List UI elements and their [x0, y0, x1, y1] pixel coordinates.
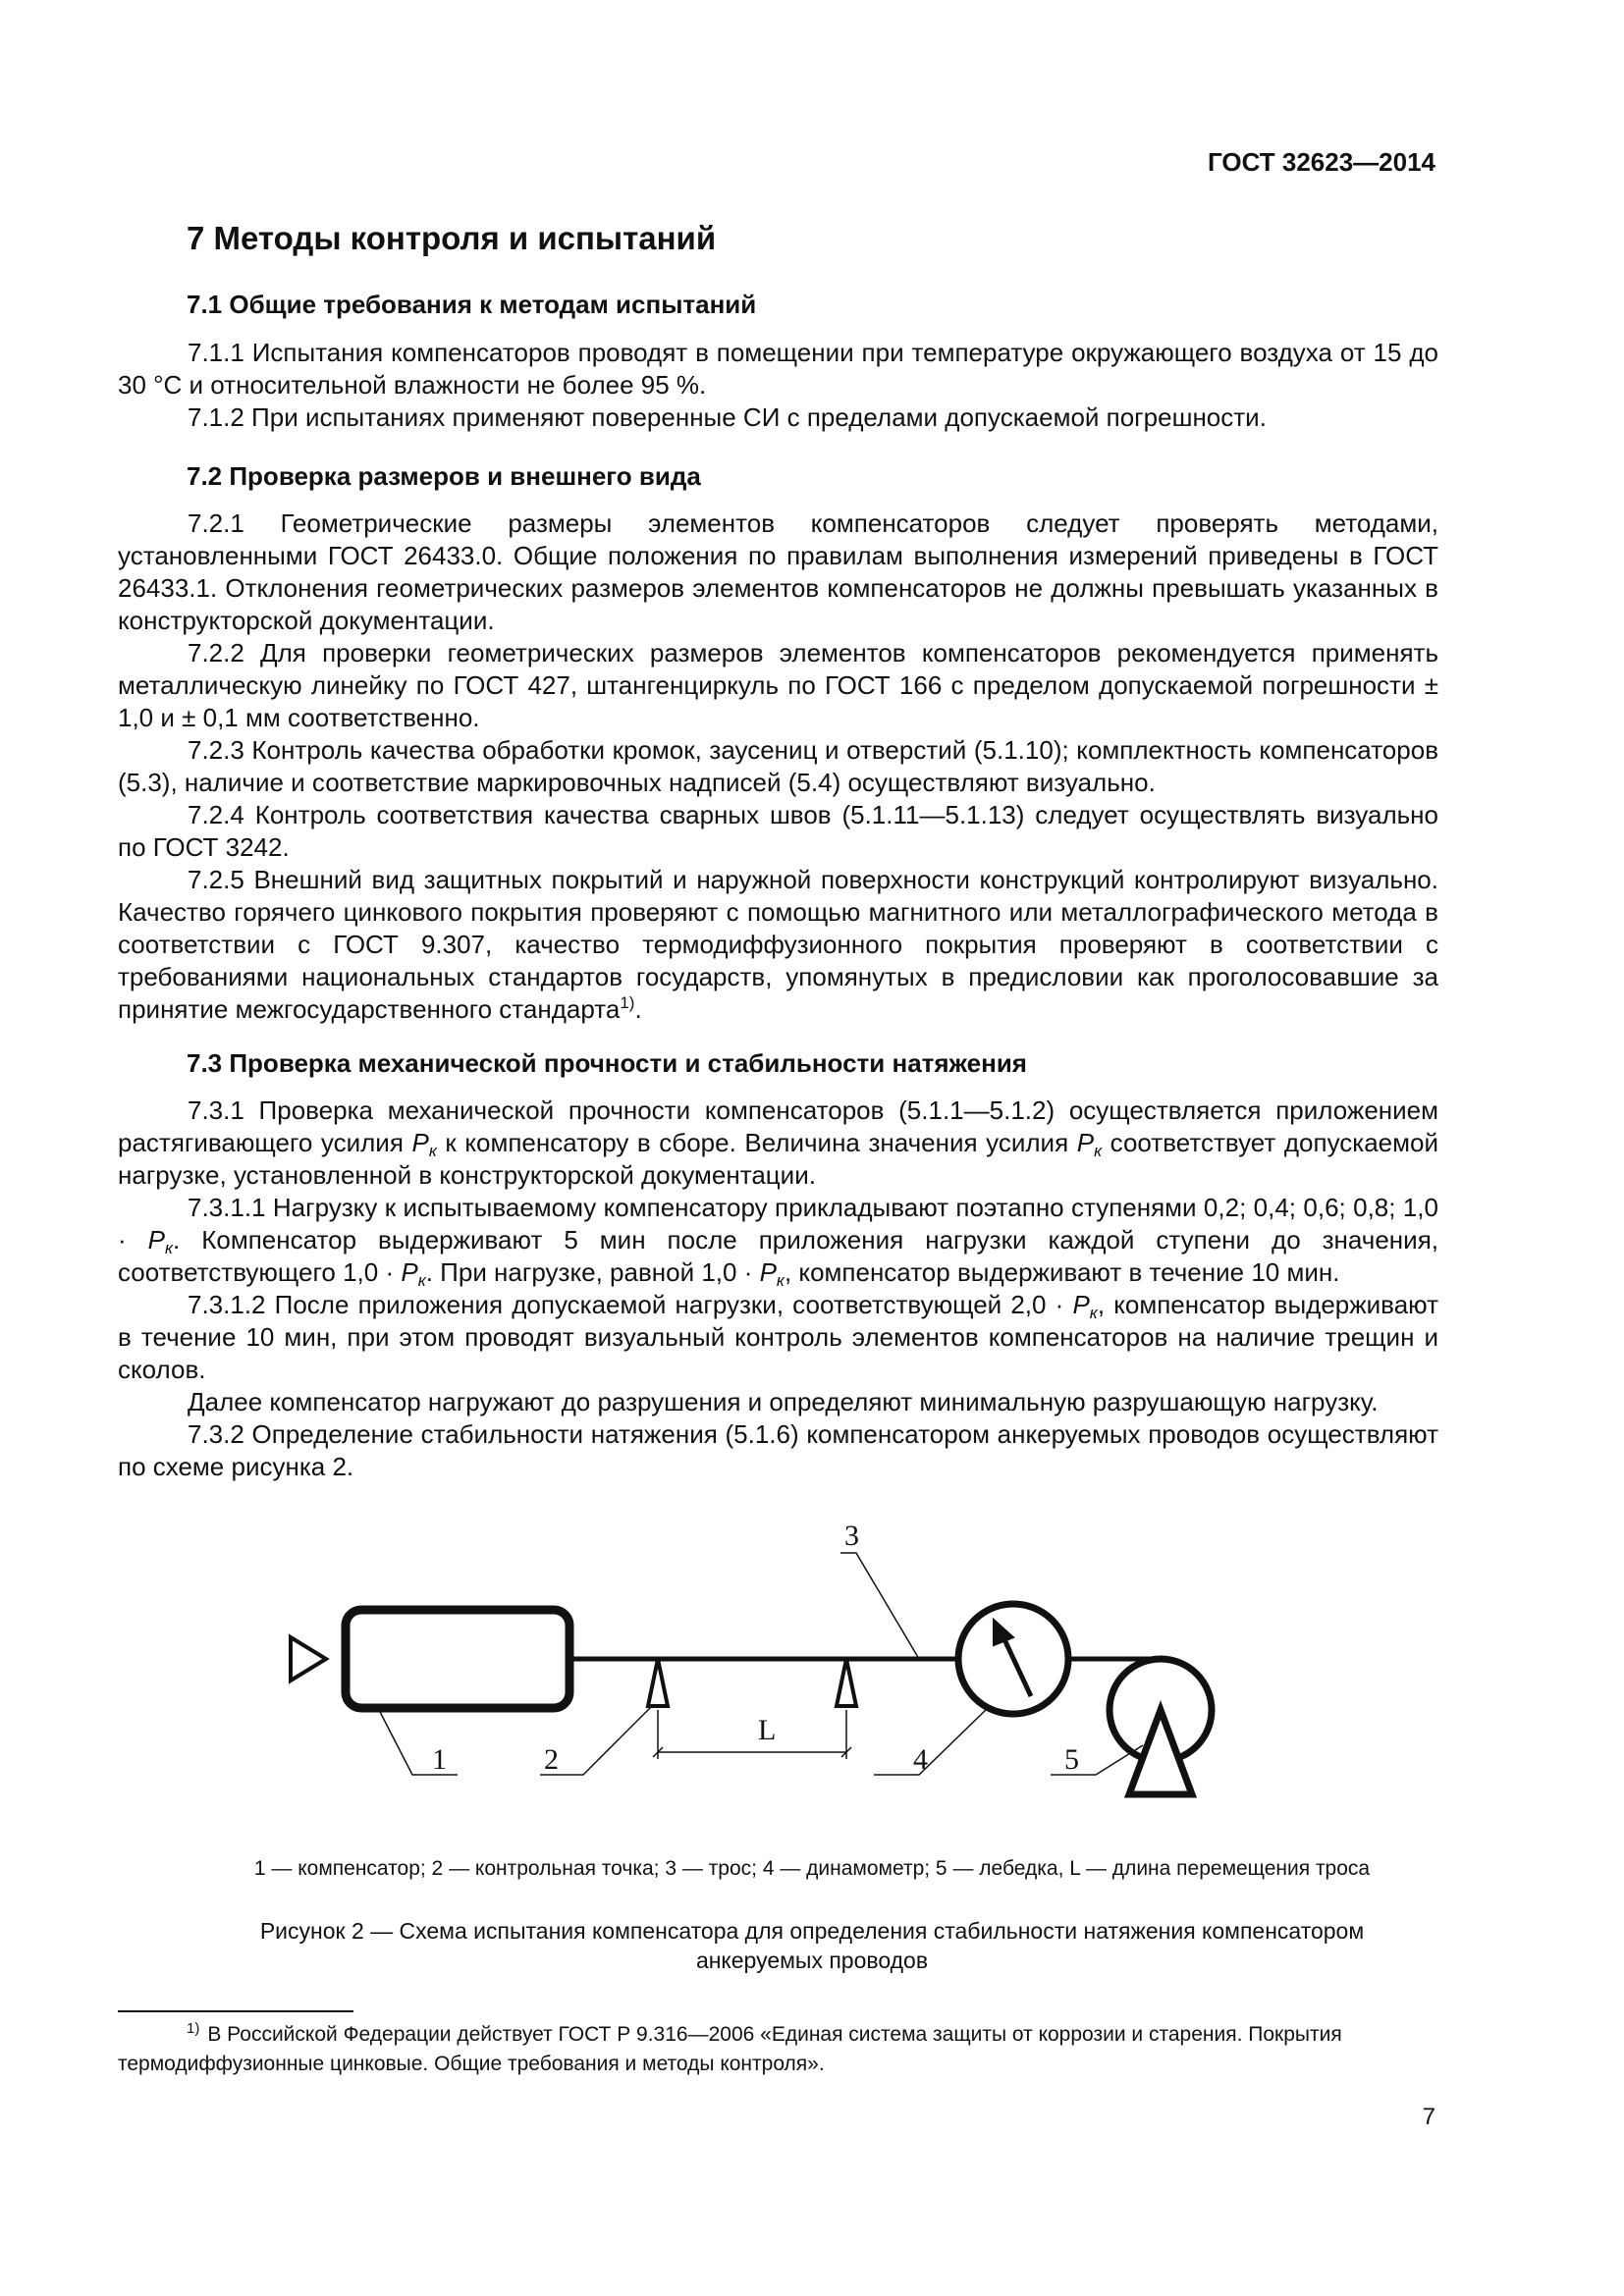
subsection-7-2-body — [118, 507, 1438, 1026]
control-point-marker — [837, 1659, 856, 1706]
figure-caption — [147, 1916, 1477, 1975]
compensator-shape — [346, 1610, 569, 1708]
figure-legend: 1 — компенсатор; 2 — контрольная точка; 3 — трос; 4 — динамометр; 5 — лебедка, L — длина перемещения троса — [253, 1857, 1371, 1880]
figure-label-4: 4 — [913, 1743, 928, 1776]
force-symbol — [1076, 1128, 1103, 1160]
footnote-paragraph — [118, 2020, 1443, 2079]
subsection-7-2-title: 7.2 Проверка размеров и внешнего вида — [187, 461, 701, 491]
control-point-marker — [648, 1659, 668, 1706]
anchor-triangle — [291, 1637, 326, 1681]
text-run: 7.3.1.2 После приложения допускаемой нагрузки, соответствующей 2,0 · — [188, 1290, 1073, 1319]
symbol-letter: P — [1076, 1128, 1095, 1157]
dynamometer-needle — [1003, 1637, 1031, 1696]
symbol-letter: P — [401, 1257, 418, 1287]
text-run: . При нагрузке, равной 1,0 · — [425, 1257, 760, 1287]
footnote — [118, 2020, 1443, 2079]
text-run: , компенсатор выдерживают в течение 10 мин. — [784, 1257, 1340, 1287]
paragraph-7-3-1 — [118, 1095, 1438, 1192]
footnote-reference: 1) — [620, 993, 635, 1012]
symbol-subscript: к — [428, 1142, 437, 1160]
leader-line-3 — [840, 1553, 919, 1659]
figure-label-1: 1 — [432, 1743, 447, 1776]
figure-label-3: 3 — [844, 1520, 859, 1552]
subsection-7-3-title: 7.3 Проверка механической прочности и стабильности натяжения — [187, 1048, 1027, 1078]
figure-caption-line-2: анкеруемых проводов — [695, 1948, 929, 1973]
symbol-letter: P — [1072, 1290, 1090, 1319]
force-symbol — [148, 1225, 173, 1255]
figure-label-5: 5 — [1064, 1743, 1079, 1776]
dynamometer-needle-tip — [994, 1620, 1013, 1645]
symbol-letter: P — [759, 1257, 777, 1287]
paragraph-7-2-3: 7.2.3 Контроль качества обработки кромок, заусениц и отверстий (5.1.10); комплектность компенсаторов (5.3), наличие и соответствие маркировочных надписей (5.4) осуществляют визуально. — [118, 735, 1438, 797]
footnote-marker: 1) — [187, 2020, 200, 2037]
paragraph-7-1-2: 7.1.2 При испытаниях применяют поверенные СИ с пределами допускаемой погрешности. — [188, 402, 1267, 432]
paragraph-7-2-5 — [118, 864, 1438, 1026]
leader-line-4 — [874, 1708, 988, 1775]
force-symbol — [411, 1128, 437, 1160]
force-symbol — [1072, 1290, 1098, 1322]
figure-label-2: 2 — [544, 1743, 559, 1776]
paragraph-7-2-4: 7.2.4 Контроль соответствия качества сварных швов (5.1.11—5.1.13) следует осуществлять визуально по ГОСТ 3242. — [118, 800, 1438, 862]
paragraph-7-3-1-2 — [118, 1289, 1438, 1386]
paragraph-7-3-1-1 — [118, 1192, 1438, 1289]
symbol-subscript: к — [776, 1271, 785, 1290]
symbol-subscript: к — [165, 1239, 174, 1257]
paragraph-7-2-5-end: . — [634, 994, 642, 1024]
paragraph-7-3-2: 7.3.2 Определение стабильности натяжения (5.1.6) компенсатором анкеруемых проводов осуществляют по схеме рисунка 2. — [118, 1419, 1438, 1481]
symbol-subscript: к — [417, 1271, 426, 1290]
text-run: соответствует допускаемой нагрузке, установленной в конструкторской документации. — [118, 1128, 1439, 1190]
footnote-text: В Российской Федерации действует ГОСТ Р 9.316—2006 «Единая система защиты от коррозии и старения. Покрытия термодиффузионные цинковые. Общие требования и методы контроля». — [118, 2023, 1342, 2075]
text-run: 7.3.1.1 Нагрузку к испытываемому компенсатору прикладывают поэтапно ступенями 0,2; 0,4; 0,6; 0,8; 1,0 · — [118, 1193, 1438, 1255]
section-title: 7 Методы контроля и испытаний — [187, 220, 717, 256]
force-symbol — [759, 1257, 785, 1290]
page-number: 7 — [1422, 2104, 1435, 2130]
footnote-separator — [118, 2010, 353, 2012]
force-symbol — [401, 1257, 426, 1290]
figure-length-label: L — [758, 1714, 777, 1746]
figure-2-diagram — [265, 1502, 1375, 1836]
subsection-7-1-body — [118, 337, 1438, 434]
symbol-letter: P — [147, 1225, 165, 1255]
text-run: к компенсатору в сборе. Величина значения усилия — [436, 1128, 1077, 1157]
symbol-subscript: к — [1094, 1142, 1103, 1160]
subsection-7-1-title: 7.1 Общие требования к методам испытаний — [187, 290, 757, 319]
text-run: , компенсатор выдерживают в течение 10 мин, при этом проводят визуальный контроль элементов компенсаторов на наличие трещин и сколов. — [118, 1290, 1438, 1384]
subsection-7-3-body — [118, 1095, 1438, 1483]
paragraph-further-loading: Далее компенсатор нагружают до разрушения и определяют минимальную разрушающую нагрузку. — [188, 1387, 1379, 1416]
paragraph-7-2-1: 7.2.1 Геометрические размеры элементов компенсаторов следует проверять методами, установленными ГОСТ 26433.0. Общие положения по правилам выполнения измерений приведены в ГОСТ 26433.1. Отклонения геометрических размеров элементов компенсаторов не должны превышать указанных в конструкторской документации. — [118, 508, 1438, 635]
text-run: 7.3.1 Проверка механической прочности компенсаторов (5.1.1—5.1.2) осуществляется приложением растягивающего усилия — [118, 1095, 1438, 1157]
paragraph-7-2-2: 7.2.2 Для проверки геометрических размеров элементов компенсаторов рекомендуется применять металлическую линейку по ГОСТ 427, штангенциркуль по ГОСТ 166 с пределом допускаемой погрешности ± 1,0 и ± 0,1 мм соответственно. — [118, 638, 1438, 732]
document-header: ГОСТ 32623—2014 — [1208, 147, 1435, 177]
paragraph-7-1-1: 7.1.1 Испытания компенсаторов проводят в помещении при температуре окружающего воздуха от 15 до 30 °С и относительной влажности не более 95 %. — [118, 338, 1438, 400]
paragraph-7-2-5-text: 7.2.5 Внешний вид защитных покрытий и наружной поверхности конструкций контролируют визуально. Качество горячего цинкового покрытия проверяют с помощью магнитного или металлографического метода в соответствии с ГОСТ 9.307, качество термодиффузионного покрытия проверяют в соответствии с требованиями национальных стандартов государств, упомянутых в предисловии как проголосовавшие за принятие межгосударственного стандарта — [118, 865, 1438, 1024]
symbol-letter: P — [411, 1128, 429, 1157]
figure-caption-line-1: Рисунок 2 — Схема испытания компенсатора для определения стабильности натяжения компенсатором — [259, 1918, 1365, 1944]
winch-stand-triangle — [1129, 1710, 1192, 1794]
symbol-subscript: к — [1089, 1304, 1098, 1322]
text-run: . Компенсатор выдерживают 5 мин после приложения нагрузки каждой ступени до значения, соответствующего 1,0 · — [118, 1225, 1438, 1287]
